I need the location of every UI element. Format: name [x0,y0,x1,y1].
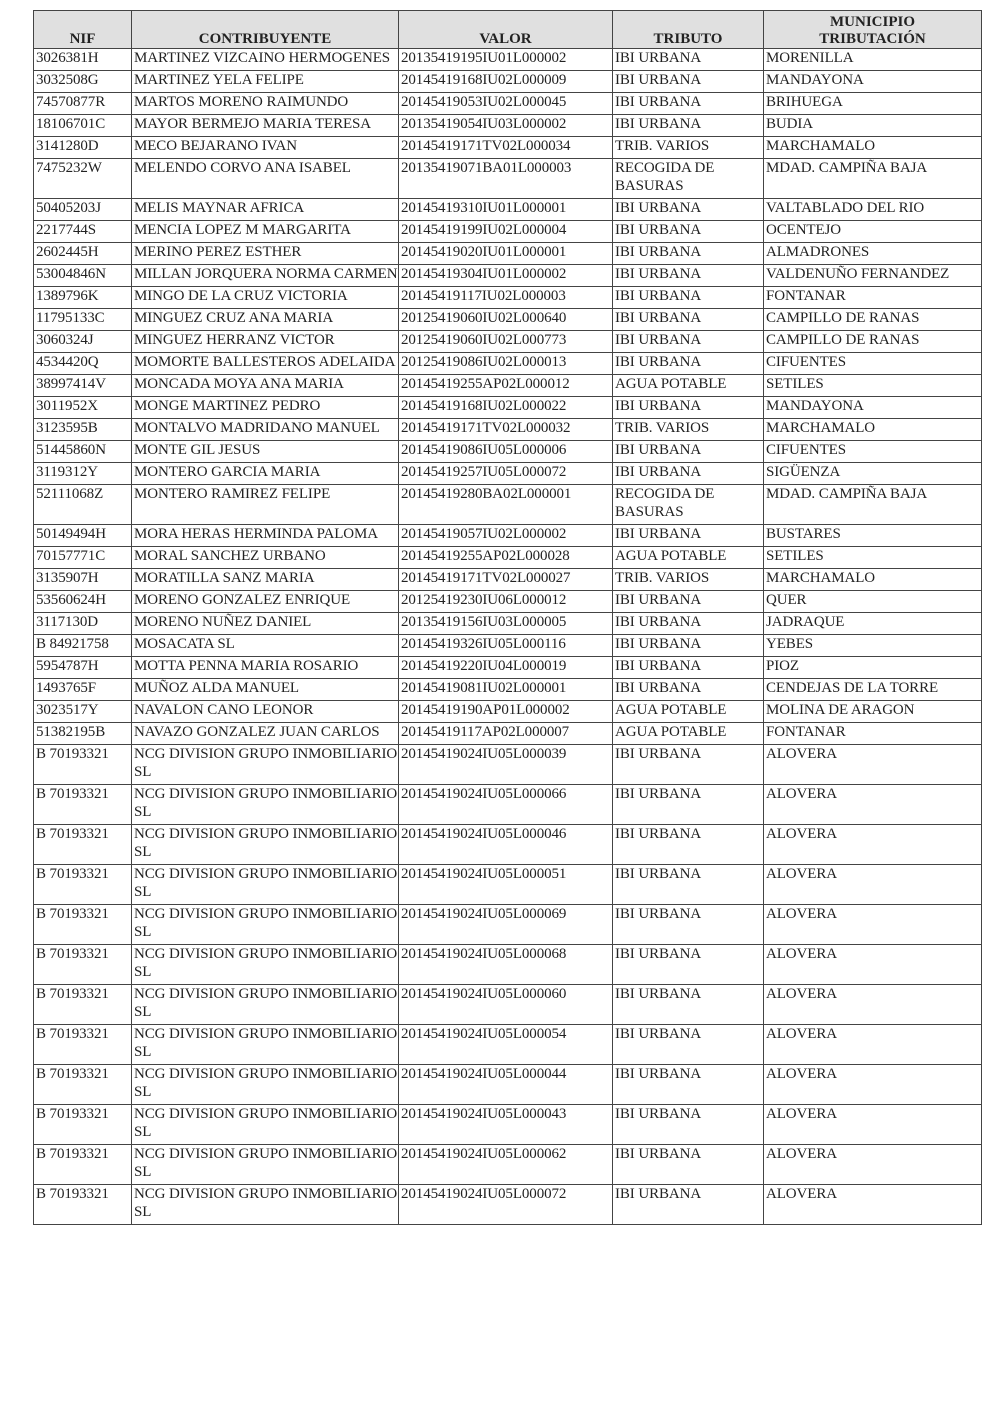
cell-valor: 20125419230IU06L000012 [399,591,613,613]
cell-nif: 3141280D [34,137,132,159]
header-municipio-line2: TRIBUTACIÓN [819,31,926,47]
cell-municipio: BRIHUEGA [764,93,982,115]
cell-valor: 20125419060IU02L000773 [399,331,613,353]
cell-valor: 20145419024IU05L000046 [399,825,613,865]
cell-contribuyente: MONTERO RAMIREZ FELIPE [132,485,399,525]
table-row [34,865,982,905]
table-row [34,375,982,397]
cell-valor: 20145419199IU02L000004 [399,221,613,243]
cell-contribuyente: NAVAZO GONZALEZ JUAN CARLOS [132,723,399,745]
table-row [34,485,982,525]
cell-municipio: FONTANAR [764,287,982,309]
table-row [34,49,982,71]
cell-tributo: IBI URBANA [613,825,764,865]
header-row [34,11,982,49]
cell-tributo: IBI URBANA [613,1065,764,1105]
cell-contribuyente: MONTE GIL JESUS [132,441,399,463]
cell-valor: 20145419024IU05L000060 [399,985,613,1025]
table-row [34,723,982,745]
cell-valor: 20145419304IU01L000002 [399,265,613,287]
cell-nif: 4534420Q [34,353,132,375]
cell-nif: B 70193321 [34,1145,132,1185]
cell-nif: 53560624H [34,591,132,613]
cell-contribuyente: MENCIA LOPEZ M MARGARITA [132,221,399,243]
cell-contribuyente: NCG DIVISION GRUPO INMOBILIARIO SL [132,1025,399,1065]
cell-valor: 20145419255AP02L000028 [399,547,613,569]
table-row [34,825,982,865]
cell-tributo: IBI URBANA [613,221,764,243]
cell-contribuyente: NCG DIVISION GRUPO INMOBILIARIO SL [132,785,399,825]
cell-valor: 20145419024IU05L000069 [399,905,613,945]
cell-municipio: MORENILLA [764,49,982,71]
cell-tributo: IBI URBANA [613,243,764,265]
cell-nif: 11795133C [34,309,132,331]
cell-tributo: IBI URBANA [613,441,764,463]
cell-municipio: CIFUENTES [764,353,982,375]
cell-tributo: IBI URBANA [613,591,764,613]
cell-valor: 20145419117IU02L000003 [399,287,613,309]
cell-tributo: IBI URBANA [613,525,764,547]
cell-contribuyente: NCG DIVISION GRUPO INMOBILIARIO SL [132,905,399,945]
cell-municipio: MDAD. CAMPIÑA BAJA [764,485,982,525]
cell-nif: 2602445H [34,243,132,265]
cell-nif: B 70193321 [34,905,132,945]
cell-tributo: IBI URBANA [613,679,764,701]
cell-contribuyente: MUÑOZ ALDA MANUEL [132,679,399,701]
cell-contribuyente: MECO BEJARANO IVAN [132,137,399,159]
cell-tributo: TRIB. VARIOS [613,569,764,591]
cell-valor: 20145419053IU02L000045 [399,93,613,115]
cell-municipio: OCENTEJO [764,221,982,243]
table-row [34,71,982,93]
cell-nif: 5954787H [34,657,132,679]
cell-contribuyente: NCG DIVISION GRUPO INMOBILIARIO SL [132,745,399,785]
cell-nif: 1493765F [34,679,132,701]
cell-tributo: IBI URBANA [613,785,764,825]
cell-municipio: CAMPILLO DE RANAS [764,331,982,353]
table-row [34,199,982,221]
cell-nif: 1389796K [34,287,132,309]
cell-nif: 70157771C [34,547,132,569]
cell-valor: 20145419024IU05L000044 [399,1065,613,1105]
cell-municipio: ALOVERA [764,785,982,825]
header-nif: NIF [34,11,132,49]
cell-nif: 3011952X [34,397,132,419]
cell-municipio: BUSTARES [764,525,982,547]
cell-tributo: IBI URBANA [613,199,764,221]
table-row [34,635,982,657]
header-municipio-line1: MUNICIPIO [830,14,915,30]
cell-contribuyente: NCG DIVISION GRUPO INMOBILIARIO SL [132,985,399,1025]
cell-contribuyente: NCG DIVISION GRUPO INMOBILIARIO SL [132,1105,399,1145]
cell-municipio: ALOVERA [764,905,982,945]
table-row [34,905,982,945]
cell-nif: B 70193321 [34,825,132,865]
table-row [34,265,982,287]
table-row [34,419,982,441]
table-row [34,1105,982,1145]
cell-nif: 18106701C [34,115,132,137]
cell-municipio: SIGÜENZA [764,463,982,485]
cell-municipio: ALOVERA [764,1145,982,1185]
cell-municipio: BUDIA [764,115,982,137]
header-contribuyente: CONTRIBUYENTE [132,11,399,49]
cell-nif: 3060324J [34,331,132,353]
cell-contribuyente: MONTERO GARCIA MARIA [132,463,399,485]
cell-contribuyente: MERINO PEREZ ESTHER [132,243,399,265]
table-row [34,159,982,199]
cell-municipio: ALOVERA [764,1105,982,1145]
table-row [34,701,982,723]
cell-nif: 3123595B [34,419,132,441]
cell-contribuyente: MONGE MARTINEZ PEDRO [132,397,399,419]
cell-tributo: IBI URBANA [613,49,764,71]
cell-valor: 20145419024IU05L000039 [399,745,613,785]
cell-nif: 3023517Y [34,701,132,723]
cell-municipio: MDAD. CAMPIÑA BAJA [764,159,982,199]
cell-tributo: IBI URBANA [613,945,764,985]
table-row [34,137,982,159]
cell-municipio: MARCHAMALO [764,419,982,441]
cell-municipio: ALOVERA [764,1185,982,1225]
cell-nif: B 70193321 [34,1185,132,1225]
cell-contribuyente: NCG DIVISION GRUPO INMOBILIARIO SL [132,1065,399,1105]
cell-nif: 51382195B [34,723,132,745]
cell-tributo: AGUA POTABLE [613,547,764,569]
cell-tributo: IBI URBANA [613,745,764,785]
cell-municipio: ALOVERA [764,825,982,865]
cell-municipio: MANDAYONA [764,397,982,419]
cell-valor: 20145419326IU05L000116 [399,635,613,657]
cell-tributo: IBI URBANA [613,309,764,331]
table-row [34,569,982,591]
table-row [34,613,982,635]
table-row [34,221,982,243]
cell-contribuyente: MINGUEZ HERRANZ VICTOR [132,331,399,353]
cell-valor: 20135419195IU01L000002 [399,49,613,71]
cell-nif: 51445860N [34,441,132,463]
cell-nif: B 70193321 [34,865,132,905]
table-row [34,1145,982,1185]
cell-tributo: IBI URBANA [613,397,764,419]
cell-nif: B 70193321 [34,745,132,785]
cell-contribuyente: MOSACATA SL [132,635,399,657]
cell-tributo: TRIB. VARIOS [613,419,764,441]
cell-nif: 7475232W [34,159,132,199]
table-row [34,463,982,485]
cell-contribuyente: NAVALON CANO LEONOR [132,701,399,723]
cell-municipio: VALTABLADO DEL RIO [764,199,982,221]
cell-nif: B 70193321 [34,1065,132,1105]
cell-valor: 20145419117AP02L000007 [399,723,613,745]
cell-nif: 53004846N [34,265,132,287]
cell-nif: 50149494H [34,525,132,547]
cell-nif: B 70193321 [34,1105,132,1145]
cell-tributo: IBI URBANA [613,985,764,1025]
cell-contribuyente: MORAL SANCHEZ URBANO [132,547,399,569]
cell-contribuyente: MARTINEZ VIZCAINO HERMOGENES [132,49,399,71]
cell-municipio: MARCHAMALO [764,137,982,159]
cell-contribuyente: MORENO NUÑEZ DANIEL [132,613,399,635]
cell-valor: 20135419156IU03L000005 [399,613,613,635]
cell-valor: 20145419171TV02L000027 [399,569,613,591]
cell-tributo: IBI URBANA [613,613,764,635]
cell-contribuyente: NCG DIVISION GRUPO INMOBILIARIO SL [132,865,399,905]
table-row [34,243,982,265]
cell-nif: 3117130D [34,613,132,635]
cell-nif: B 84921758 [34,635,132,657]
cell-valor: 20145419024IU05L000066 [399,785,613,825]
cell-contribuyente: MONCADA MOYA ANA MARIA [132,375,399,397]
table-row [34,745,982,785]
table-row [34,397,982,419]
cell-tributo: IBI URBANA [613,657,764,679]
cell-municipio: CENDEJAS DE LA TORRE [764,679,982,701]
cell-valor: 20145419280BA02L000001 [399,485,613,525]
table-row [34,945,982,985]
cell-valor: 20145419171TV02L000032 [399,419,613,441]
cell-contribuyente: NCG DIVISION GRUPO INMOBILIARIO SL [132,825,399,865]
cell-valor: 20145419024IU05L000072 [399,1185,613,1225]
cell-tributo: AGUA POTABLE [613,701,764,723]
cell-municipio: MOLINA DE ARAGON [764,701,982,723]
cell-municipio: SETILES [764,547,982,569]
cell-municipio: ALOVERA [764,1025,982,1065]
cell-contribuyente: MAYOR BERMEJO MARIA TERESA [132,115,399,137]
cell-tributo: IBI URBANA [613,1105,764,1145]
cell-valor: 20125419060IU02L000640 [399,309,613,331]
cell-valor: 20125419086IU02L000013 [399,353,613,375]
cell-nif: 3135907H [34,569,132,591]
table-row [34,657,982,679]
table-row [34,525,982,547]
cell-valor: 20145419024IU05L000054 [399,1025,613,1065]
cell-municipio: QUER [764,591,982,613]
cell-contribuyente: NCG DIVISION GRUPO INMOBILIARIO SL [132,1185,399,1225]
table-row [34,287,982,309]
cell-contribuyente: MORENO GONZALEZ ENRIQUE [132,591,399,613]
cell-nif: 3026381H [34,49,132,71]
cell-municipio: ALOVERA [764,1065,982,1105]
cell-tributo: RECOGIDA DE BASURAS [613,485,764,525]
cell-valor: 20145419168IU02L000009 [399,71,613,93]
cell-municipio: ALOVERA [764,985,982,1025]
cell-valor: 20145419020IU01L000001 [399,243,613,265]
cell-valor: 20145419024IU05L000062 [399,1145,613,1185]
cell-nif: 3119312Y [34,463,132,485]
cell-nif: 2217744S [34,221,132,243]
cell-tributo: IBI URBANA [613,1025,764,1065]
table-row [34,785,982,825]
cell-tributo: TRIB. VARIOS [613,137,764,159]
cell-contribuyente: MELIS MAYNAR AFRICA [132,199,399,221]
table-row [34,1025,982,1065]
cell-tributo: IBI URBANA [613,1185,764,1225]
table-body [34,49,982,1225]
table-row [34,547,982,569]
cell-nif: B 70193321 [34,785,132,825]
table-row [34,93,982,115]
cell-contribuyente: MARTOS MORENO RAIMUNDO [132,93,399,115]
cell-contribuyente: NCG DIVISION GRUPO INMOBILIARIO SL [132,1145,399,1185]
table-row [34,309,982,331]
cell-tributo: RECOGIDA DE BASURAS [613,159,764,199]
table-row [34,115,982,137]
cell-contribuyente: MELENDO CORVO ANA ISABEL [132,159,399,199]
cell-tributo: IBI URBANA [613,331,764,353]
cell-municipio: FONTANAR [764,723,982,745]
table-row [34,1065,982,1105]
cell-valor: 20145419190AP01L000002 [399,701,613,723]
cell-municipio: SETILES [764,375,982,397]
cell-contribuyente: MOTTA PENNA MARIA ROSARIO [132,657,399,679]
table-row [34,591,982,613]
table-row [34,331,982,353]
cell-contribuyente: NCG DIVISION GRUPO INMOBILIARIO SL [132,945,399,985]
cell-municipio: MARCHAMALO [764,569,982,591]
cell-nif: 74570877R [34,93,132,115]
cell-nif: 38997414V [34,375,132,397]
cell-contribuyente: MONTALVO MADRIDANO MANUEL [132,419,399,441]
cell-valor: 20145419255AP02L000012 [399,375,613,397]
cell-municipio: VALDENUÑO FERNANDEZ [764,265,982,287]
cell-nif: B 70193321 [34,1025,132,1065]
cell-valor: 20145419024IU05L000051 [399,865,613,905]
cell-tributo: IBI URBANA [613,865,764,905]
cell-contribuyente: MARTINEZ YELA FELIPE [132,71,399,93]
cell-municipio: ALOVERA [764,865,982,905]
header-valor: VALOR [399,11,613,49]
cell-tributo: AGUA POTABLE [613,375,764,397]
cell-nif: 3032508G [34,71,132,93]
cell-valor: 20145419171TV02L000034 [399,137,613,159]
cell-municipio: ALOVERA [764,945,982,985]
cell-tributo: IBI URBANA [613,635,764,657]
cell-municipio: YEBES [764,635,982,657]
cell-tributo: IBI URBANA [613,463,764,485]
table-row [34,1185,982,1225]
cell-valor: 20145419168IU02L000022 [399,397,613,419]
cell-valor: 20145419257IU05L000072 [399,463,613,485]
cell-contribuyente: MOMORTE BALLESTEROS ADELAIDA [132,353,399,375]
cell-tributo: IBI URBANA [613,115,764,137]
table-row [34,985,982,1025]
cell-contribuyente: MINGUEZ CRUZ ANA MARIA [132,309,399,331]
cell-valor: 20145419310IU01L000001 [399,199,613,221]
cell-tributo: IBI URBANA [613,353,764,375]
table-row [34,353,982,375]
header-municipio [764,11,982,49]
header-tributo: TRIBUTO [613,11,764,49]
cell-municipio: PIOZ [764,657,982,679]
cell-valor: 20135419071BA01L000003 [399,159,613,199]
cell-valor: 20145419024IU05L000068 [399,945,613,985]
cell-contribuyente: MORA HERAS HERMINDA PALOMA [132,525,399,547]
cell-municipio: MANDAYONA [764,71,982,93]
cell-nif: 50405203J [34,199,132,221]
cell-valor: 20135419054IU03L000002 [399,115,613,137]
table-header [34,11,982,49]
table-row [34,679,982,701]
cell-tributo: IBI URBANA [613,93,764,115]
cell-nif: B 70193321 [34,945,132,985]
cell-municipio: ALOVERA [764,745,982,785]
tax-table [33,10,982,1225]
cell-tributo: AGUA POTABLE [613,723,764,745]
cell-tributo: IBI URBANA [613,265,764,287]
cell-contribuyente: MORATILLA SANZ MARIA [132,569,399,591]
cell-municipio: CAMPILLO DE RANAS [764,309,982,331]
cell-municipio: JADRAQUE [764,613,982,635]
cell-nif: 52111068Z [34,485,132,525]
cell-municipio: CIFUENTES [764,441,982,463]
cell-contribuyente: MINGO DE LA CRUZ VICTORIA [132,287,399,309]
cell-valor: 20145419220IU04L000019 [399,657,613,679]
cell-valor: 20145419057IU02L000002 [399,525,613,547]
table-row [34,441,982,463]
cell-tributo: IBI URBANA [613,1145,764,1185]
cell-municipio: ALMADRONES [764,243,982,265]
cell-valor: 20145419081IU02L000001 [399,679,613,701]
cell-tributo: IBI URBANA [613,71,764,93]
cell-valor: 20145419024IU05L000043 [399,1105,613,1145]
cell-contribuyente: MILLAN JORQUERA NORMA CARMEN [132,265,399,287]
cell-nif: B 70193321 [34,985,132,1025]
cell-tributo: IBI URBANA [613,905,764,945]
cell-tributo: IBI URBANA [613,287,764,309]
cell-valor: 20145419086IU05L000006 [399,441,613,463]
